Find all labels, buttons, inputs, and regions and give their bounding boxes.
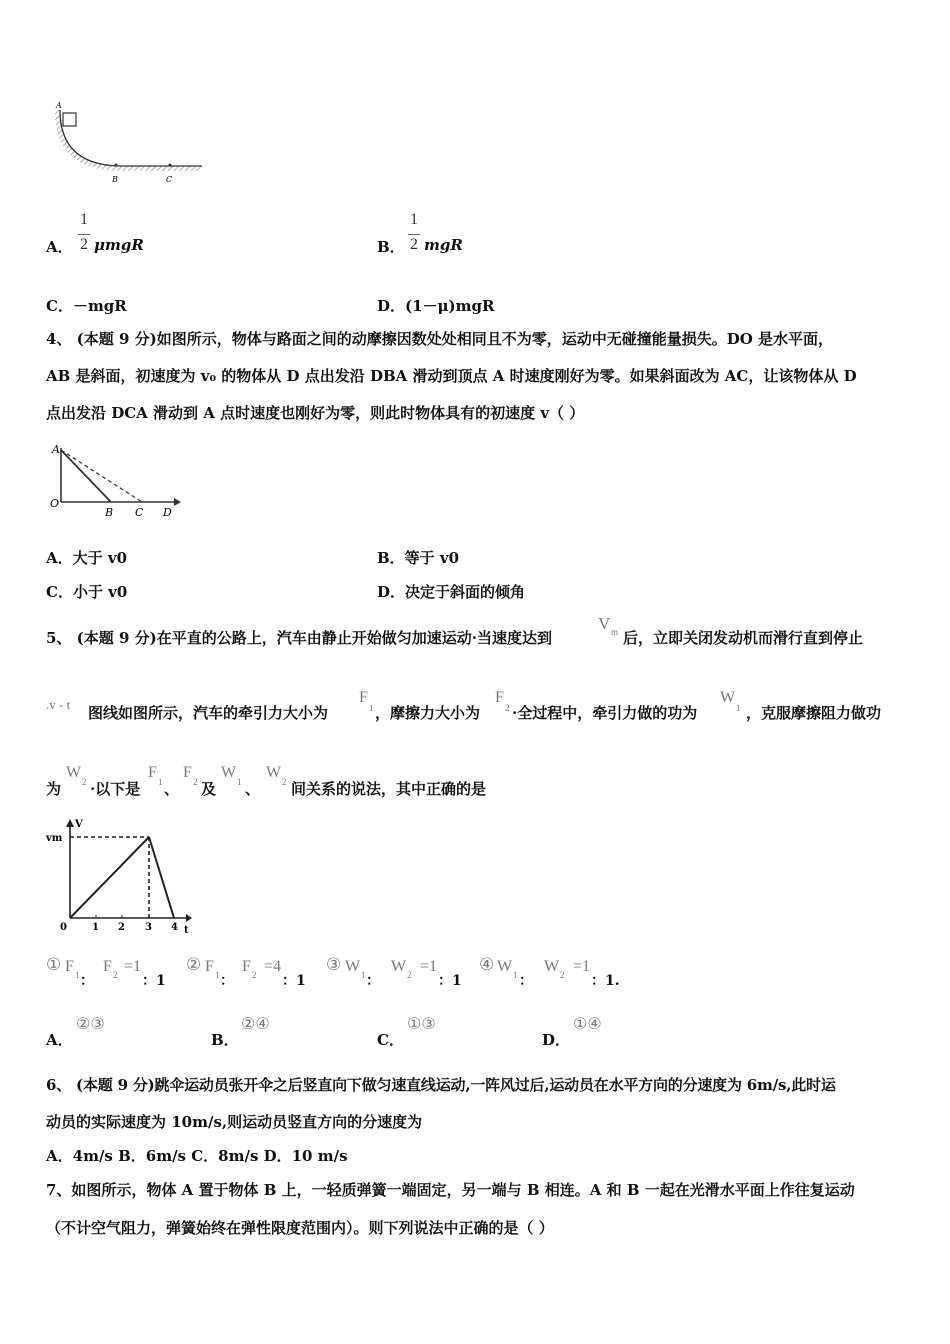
q5-line3-w1: W xyxy=(221,764,237,781)
q4-label-a: A xyxy=(52,443,60,456)
q5-line2-f1: F xyxy=(359,689,368,706)
q4-text-line-3: 点出发沿 DCA 滑动到 A 点时速度也刚好为零，则此时物体具有的初速度 v（ ） xyxy=(46,404,585,422)
q4-incline-figure xyxy=(44,440,184,522)
q5-graph-tick-0: 0 xyxy=(60,922,67,933)
q3-option-d: D．(1－μ)mgR xyxy=(377,297,495,315)
q5-s4-b: W xyxy=(544,958,560,975)
q3-label-a: A xyxy=(56,101,62,110)
q5-s4-sub1: 1 xyxy=(513,970,518,980)
q5-line-3-sep1: 、 xyxy=(164,780,180,798)
q5-s3-a: W xyxy=(345,958,361,975)
q5-option-d-val: ①④ xyxy=(573,1016,602,1033)
q5-line2-w1: W xyxy=(720,689,736,706)
q7-text-line-2: （不计空气阻力，弹簧始终在弹性限度范围内）。则下列说法中正确的是（ ） xyxy=(46,1219,554,1237)
q5-s3-sub2: 2 xyxy=(407,970,412,980)
q5-statements xyxy=(46,955,926,995)
q3-option-a-label: A． xyxy=(46,238,73,256)
q3-option-b-text: mgR xyxy=(424,236,463,254)
q5-s2-circle: ② xyxy=(186,955,202,974)
q5-line-3-and: 及 xyxy=(201,780,217,798)
q5-line3-f1: F xyxy=(148,764,157,781)
q5-s3-sub1: 1 xyxy=(361,970,366,980)
q5-s4-sub2: 2 xyxy=(560,970,565,980)
q5-line-3-c: 间关系的说法，其中正确的是 xyxy=(291,780,487,798)
q5-line2-f2: F xyxy=(495,689,504,706)
q5-option-c-label: C． xyxy=(377,1031,404,1049)
q5-s1-end: ：1 xyxy=(142,973,166,989)
q6-text-line-2: 动员的实际速度为 10m/s,则运动员竖直方向的分速度为 xyxy=(46,1113,423,1131)
q5-line3-w2b-sub: 2 xyxy=(282,777,287,787)
q4-label-d: D xyxy=(163,506,172,519)
q5-s2-sub1: 1 xyxy=(215,970,220,980)
q5-option-d-label: D． xyxy=(542,1031,571,1049)
q7-text-line-1: 7、如图所示，物体 A 置于物体 B 上，一轻质弹簧一端固定，另一端与 B 相连。A 和 B 一起在光滑水平面上作往复运动 xyxy=(46,1181,855,1199)
q5-line-2-a: 图线如图所示，汽车的牵引力大小为 xyxy=(88,704,329,722)
q5-line-1-post: 后，立即关闭发动机而滑行直到停止 xyxy=(623,629,864,647)
q5-line-3-b: ·以下是 xyxy=(90,780,141,798)
q5-vt-label: .v - t xyxy=(46,697,71,712)
q5-line-1-pre: 5、 (本题 9 分)在平直的公路上，汽车由静止开始做匀加速运动·当速度达到 xyxy=(46,629,552,647)
q5-s4-eq: =1 xyxy=(573,958,591,975)
q5-graph-v-axis: V xyxy=(75,819,83,830)
q4-label-b: B xyxy=(105,506,114,519)
q5-option-b-label: B． xyxy=(211,1031,239,1049)
q5-option-a-label: A． xyxy=(46,1031,73,1049)
q5-graph-tick-1: 1 xyxy=(92,922,99,933)
q5-option-a-val: ②③ xyxy=(76,1016,105,1033)
q5-graph-vm: vm xyxy=(46,833,63,844)
q5-s4-a: W xyxy=(497,958,513,975)
q5-line2-f2-sub: 2 xyxy=(505,703,510,713)
q5-s3-end: ：1 xyxy=(438,973,462,989)
q5-vm-v: V xyxy=(598,614,611,633)
q6-text-line-1: 6、 (本题 9 分)跳伞运动员张开伞之后竖直向下做匀速直线运动,一阵风过后,运动员在水平方向的分速度为 6m/s,此时运 xyxy=(46,1076,836,1094)
q3-option-b-label: B． xyxy=(377,238,405,256)
q5-s3-b: W xyxy=(391,958,407,975)
q5-s1-a: F xyxy=(65,958,74,975)
q5-line-3-a: 为 xyxy=(46,780,62,798)
q3-option-b-frac-bar xyxy=(408,234,420,235)
q4-text-line-2: AB 是斜面，初速度为 v₀ 的物体从 D 点出发沿 DBA 滑动到顶点 A 时速度刚好为零。如果斜面改为 AC，让该物体从 D xyxy=(46,367,857,385)
q5-s1-sub1: 1 xyxy=(75,970,80,980)
q5-line3-w1-sub: 1 xyxy=(237,777,242,787)
q4-label-c: C xyxy=(135,506,144,519)
q5-line3-w2-sub: 2 xyxy=(82,777,87,787)
q5-line3-w2: W xyxy=(66,764,82,781)
q3-option-a-frac-den: 2 xyxy=(80,236,88,253)
q5-graph-tick-4: 4 xyxy=(171,922,178,933)
q4-text-line-1: 4、 (本题 9 分)如图所示，物体与路面之间的动摩擦因数处处相同且不为零，运动中无碰撞能量损失。DO 是水平面， xyxy=(46,330,834,348)
q4-option-b: B．等于 v0 xyxy=(377,549,460,567)
q3-option-b-frac-den: 2 xyxy=(410,236,418,253)
q5-s1-colon1: ： xyxy=(80,973,94,989)
q5-option-c-val: ①③ xyxy=(407,1016,436,1033)
q5-line-2-b: ，摩擦力大小为 xyxy=(375,704,481,722)
q5-line3-f2: F xyxy=(183,764,192,781)
q5-s4-circle: ④ xyxy=(479,955,495,974)
q3-label-b: B xyxy=(112,175,118,184)
q4-option-d: D．决定于斜面的倾角 xyxy=(377,583,526,601)
q5-line-3-sep2: 、 xyxy=(245,780,261,798)
q5-s4-colon1: ： xyxy=(519,973,533,989)
q5-s2-b: F xyxy=(242,958,251,975)
q5-s3-circle: ③ xyxy=(326,955,342,974)
q5-s2-sub2: 2 xyxy=(252,970,257,980)
q5-line-2-d: ，克服摩擦阻力做功 xyxy=(746,704,882,722)
q3-track-figure xyxy=(52,100,207,188)
q5-s2-eq: =4 xyxy=(264,958,282,975)
q5-vt-graph xyxy=(44,815,194,937)
q5-line3-w2b: W xyxy=(266,764,282,781)
q5-s1-circle: ① xyxy=(46,955,62,974)
q3-option-a-text: μmgR xyxy=(94,236,144,254)
q3-option-b-frac-num: 1 xyxy=(410,211,418,228)
q3-label-c: C xyxy=(166,175,173,184)
q5-line-2-c: ·全过程中，牵引力做的功为 xyxy=(512,704,698,722)
q3-option-a-frac-num: 1 xyxy=(80,211,88,228)
q5-graph-tick-2: 2 xyxy=(118,922,125,933)
q4-label-o: O xyxy=(50,497,60,510)
q4-option-a: A．大于 v0 xyxy=(46,549,128,567)
q3-option-c: C．－mgR xyxy=(46,297,127,315)
q5-s1-b: F xyxy=(103,958,112,975)
q5-vm-sub: m xyxy=(611,627,619,637)
q5-s3-eq: =1 xyxy=(420,958,438,975)
q5-s2-end: ：1 xyxy=(282,973,306,989)
q5-graph-t-axis: t xyxy=(184,925,189,936)
q5-s1-eq: =1 xyxy=(124,958,142,975)
q5-line2-w1-sub: 1 xyxy=(736,703,741,713)
q5-graph-tick-3: 3 xyxy=(145,922,152,933)
q5-line2-f1-sub: 1 xyxy=(369,703,374,713)
q6-options: A．4m/s B．6m/s C．8m/s D．10 m/s xyxy=(46,1147,348,1165)
q5-line3-f1-sub: 1 xyxy=(158,777,163,787)
q5-s2-a: F xyxy=(205,958,214,975)
q5-option-b-val: ②④ xyxy=(241,1016,270,1033)
q5-s4-end: ：1. xyxy=(591,973,620,989)
q5-line3-f2-sub: 2 xyxy=(193,777,198,787)
q5-s2-colon1: ： xyxy=(220,973,234,989)
q5-s3-colon1: ： xyxy=(366,973,380,989)
q3-option-a-frac-bar xyxy=(78,234,90,235)
q5-s1-sub2: 2 xyxy=(113,970,118,980)
q4-option-c: C．小于 v0 xyxy=(46,583,128,601)
